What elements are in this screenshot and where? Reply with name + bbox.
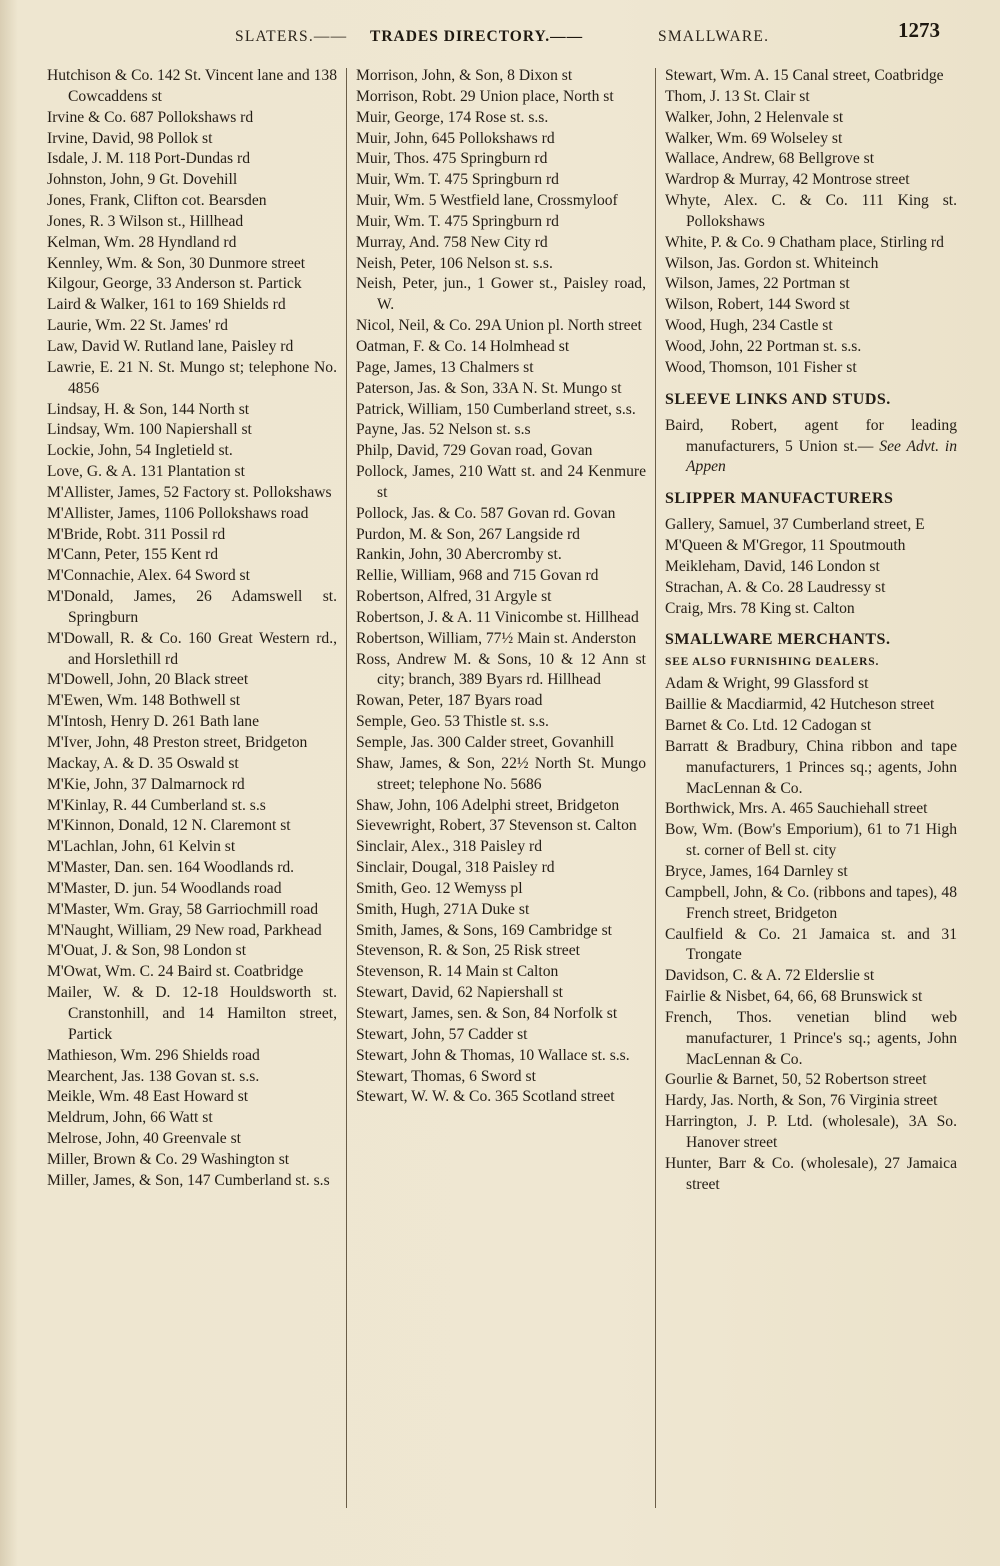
- list-item: M'Naught, William, 29 New road, Parkhead: [47, 921, 322, 939]
- list-item: Kilgour, George, 33 Anderson st. Partick: [47, 275, 302, 293]
- list-item: Bryce, James, 164 Darnley st: [665, 863, 848, 880]
- list-item: Melrose, John, 40 Greenvale st: [47, 1130, 242, 1148]
- entry-text: Baird, Robert, agent for leading manufacturers, 5 Union st.—: [665, 416, 957, 455]
- section-title-sleeve-links: SLEEVE LINKS AND STUDS.: [665, 390, 891, 408]
- list-item: Laurie, Wm. 22 St. James' rd: [47, 317, 228, 335]
- list-item: M'Lachlan, John, 61 Kelvin st: [47, 838, 236, 856]
- column-3: [665, 66, 957, 1196]
- page-number: 1273: [898, 18, 940, 42]
- slipper-list: [665, 515, 957, 619]
- list-item: Stewart, Thomas, 6 Sword st: [356, 1067, 536, 1085]
- list-item: Sievewright, Robert, 37 Stevenson st. Calton: [356, 817, 637, 835]
- list-item: Sinclair, Dougal, 318 Paisley rd: [356, 859, 555, 877]
- list-item: M'Cann, Peter, 155 Kent rd: [47, 546, 219, 564]
- list-item: Miller, James, & Son, 147 Cumberland st. s.s: [47, 1171, 330, 1189]
- list-item: Bow, Wm. (Bow's Emporium), 61 to 71 High st. corner of Bell st. city: [665, 821, 957, 860]
- list-item: Mailer, W. & D. 12-18 Houldsworth st. Cranstonhill, and 14 Hamilton street, Partick: [47, 984, 337, 1043]
- list-item: Wood, Thomson, 101 Fisher st: [665, 358, 857, 376]
- list-item: Love, G. & A. 131 Plantation st: [47, 463, 245, 481]
- list-item: Morrison, John, & Son, 8 Dixon st: [356, 67, 573, 84]
- list-item: Lindsay, H. & Son, 144 North st: [47, 400, 250, 418]
- list-item: M'Dowall, R. & Co. 160 Great Western rd., and Horslethill rd: [47, 629, 337, 668]
- list-item: M'Iver, John, 48 Preston street, Bridgeton: [47, 734, 308, 751]
- list-item: M'Kinnon, Donald, 12 N. Claremont st: [47, 817, 291, 835]
- list-item: Neish, Peter, 106 Nelson st. s.s.: [356, 254, 553, 272]
- page-header: [30, 18, 990, 54]
- list-item: Mackay, A. & D. 35 Oswald st: [47, 754, 239, 772]
- list-item: M'Queen & M'Gregor, 11 Spoutmouth: [665, 537, 906, 555]
- list-item: Wardrop & Murray, 42 Montrose street: [665, 171, 910, 189]
- list-item: Philp, David, 729 Govan road, Govan: [356, 442, 593, 460]
- list-item: Ross, Andrew M. & Sons, 10 & 12 Ann st city; branch, 389 Byars rd. Hillhead: [356, 650, 646, 689]
- list-item: Stewart, John, 57 Cadder st: [356, 1025, 528, 1043]
- list-item: M'Kinlay, R. 44 Cumberland st. s.s: [47, 796, 266, 814]
- list-item: Kennley, Wm. & Son, 30 Dunmore street: [47, 254, 306, 272]
- list-item: Fairlie & Nisbet, 64, 66, 68 Brunswick st: [665, 988, 923, 1006]
- list-item: M'Donald, James, 26 Adamswell st. Springburn: [47, 588, 337, 626]
- header-left-section: SLATERS.——: [235, 28, 348, 45]
- list-item: M'Ewen, Wm. 148 Bothwell st: [47, 692, 241, 710]
- list-item: Pollock, James, 210 Watt st. and 24 Kenmure st: [356, 463, 646, 501]
- list-item: M'Allister, James, 52 Factory st. Pollokshaws: [47, 483, 332, 501]
- list-item: Muir, George, 174 Rose st. s.s.: [356, 108, 549, 126]
- list-item: Stewart, James, sen. & Son, 84 Norfolk st: [356, 1004, 618, 1022]
- list-item: Jones, Frank, Clifton cot. Bearsden: [47, 192, 267, 210]
- list-item: Borthwick, Mrs. A. 465 Sauchiehall street: [665, 800, 928, 818]
- list-item: Robertson, Alfred, 31 Argyle st: [356, 588, 552, 606]
- list-item: Rowan, Peter, 187 Byars road: [356, 692, 543, 710]
- list-item: M'Master, Wm. Gray, 58 Garriochmill road: [47, 900, 319, 918]
- list-item: Isdale, J. M. 118 Port-Dundas rd: [47, 150, 250, 168]
- list-item: M'Master, Dan. sen. 164 Woodlands rd.: [47, 859, 295, 877]
- list-item: Meikle, Wm. 48 East Howard st: [47, 1088, 249, 1106]
- list-item: Meldrum, John, 66 Watt st: [47, 1109, 213, 1127]
- list-item: M'Bride, Robt. 311 Possil rd: [47, 525, 226, 543]
- list-item: Wallace, Andrew, 68 Bellgrove st: [665, 150, 875, 168]
- list-item: M'Ouat, J. & Son, 98 London st: [47, 942, 247, 960]
- list-item: Barratt & Bradbury, China ribbon and tape manufacturers, 1 Princes sq.; agents, John MacLennan & Co.: [665, 737, 957, 797]
- list-item: Paterson, Jas. & Son, 33A N. St. Mungo st: [356, 379, 622, 397]
- list-item: Smith, James, & Sons, 169 Cambridge st: [356, 921, 613, 939]
- list-item: Wilson, Robert, 144 Sword st: [665, 296, 850, 314]
- list-item: Page, James, 13 Chalmers st: [356, 358, 534, 376]
- list-item: Smith, Hugh, 271A Duke st: [356, 900, 530, 918]
- list-item: Pollock, Jas. & Co. 587 Govan rd. Govan: [356, 504, 616, 522]
- list-item: Hardy, Jas. North, & Son, 76 Virginia street: [665, 1092, 938, 1110]
- list-item: Semple, Geo. 53 Thistle st. s.s.: [356, 713, 549, 731]
- list-item: Murray, And. 758 New City rd: [356, 233, 548, 251]
- list-item: Craig, Mrs. 78 King st. Calton: [665, 599, 855, 617]
- smallware-list: [665, 674, 957, 1195]
- list-item: Smith, Geo. 12 Wemyss pl: [356, 879, 523, 897]
- list-item: Muir, Thos. 475 Springburn rd: [356, 150, 548, 168]
- list-item: Patrick, William, 150 Cumberland street, s.s.: [356, 400, 636, 418]
- list-item: Law, David W. Rutland lane, Paisley rd: [47, 337, 294, 355]
- header-title: TRADES DIRECTORY.——: [370, 28, 584, 45]
- list-item: Robertson, J. & A. 11 Vinicombe st. Hillhead: [356, 608, 639, 626]
- list-item: M'Master, D. jun. 54 Woodlands road: [47, 879, 282, 897]
- list-item: Gallery, Samuel, 37 Cumberland street, E: [665, 516, 925, 534]
- list-item: Morrison, Robt. 29 Union place, North st: [356, 87, 614, 105]
- list-item: [665, 416, 957, 479]
- section-title-smallware-merchants: SMALLWARE MERCHANTS.: [665, 631, 891, 649]
- list-item: Wood, Hugh, 234 Castle st: [665, 317, 833, 335]
- list-item: Mearchent, Jas. 138 Govan st. s.s.: [47, 1067, 260, 1085]
- list-item: Meikleham, David, 146 London st: [665, 557, 880, 575]
- list-item: Johnston, John, 9 Gt. Dovehill: [47, 171, 238, 189]
- list-item: Strachan, A. & Co. 28 Laudressy st: [665, 578, 886, 596]
- list-item: Thom, J. 13 St. Clair st: [665, 87, 810, 105]
- list-item: Walker, Wm. 69 Wolseley st: [665, 129, 843, 147]
- list-item: Neish, Peter, jun., 1 Gower st., Paisley road, W.: [356, 275, 646, 314]
- list-item: Walker, John, 2 Helenvale st: [665, 108, 844, 126]
- list-item: Whyte, Alex. C. & Co. 111 King st. Pollokshaws: [665, 192, 957, 230]
- header-right-section: SMALLWARE.: [658, 28, 770, 45]
- list-item: Kelman, Wm. 28 Hyndland rd: [47, 233, 237, 251]
- column-divider: [346, 68, 347, 1508]
- list-item: Stewart, John & Thomas, 10 Wallace st. s.s.: [356, 1046, 630, 1064]
- list-item: Wood, John, 22 Portman st. s.s.: [665, 337, 862, 355]
- list-item: Shaw, James, & Son, 22½ North St. Mungo street; telephone No. 5686: [356, 754, 646, 793]
- advert-reference: See Advt. in Appen: [686, 437, 957, 476]
- list-item: Nicol, Neil, & Co. 29A Union pl. North street: [356, 317, 642, 335]
- list-item: Lockie, John, 54 Ingletield st.: [47, 442, 233, 460]
- list-item: Stewart, Wm. A. 15 Canal street, Coatbridge: [665, 67, 944, 84]
- list-item: Payne, Jas. 52 Nelson st. s.s: [356, 421, 531, 439]
- list-item: Caulfield & Co. 21 Jamaica st. and 31 Trongate: [665, 925, 957, 964]
- list-item: Mathieson, Wm. 296 Shields road: [47, 1046, 260, 1064]
- section-title-slipper-manufacturers: SLIPPER MANUFACTURERS: [665, 490, 894, 508]
- list-item: Lindsay, Wm. 100 Napiershall st: [47, 421, 252, 439]
- list-item: Irvine, David, 98 Pollok st: [47, 129, 213, 147]
- list-item: Harrington, J. P. Ltd. (wholesale), 3A So. Hanover street: [665, 1113, 957, 1151]
- list-item: Stewart, David, 62 Napiershall st: [356, 984, 564, 1002]
- list-item: White, P. & Co. 9 Chatham place, Stirling rd: [665, 233, 944, 251]
- list-item: Jones, R. 3 Wilson st., Hillhead: [47, 212, 244, 230]
- list-item: Robertson, William, 77½ Main st. Anderston: [356, 629, 637, 647]
- list-item: Wilson, James, 22 Portman st: [665, 275, 850, 293]
- list-item: Semple, Jas. 300 Calder street, Govanhill: [356, 734, 615, 751]
- list-item: Muir, John, 645 Pollokshaws rd: [356, 129, 555, 147]
- list-item: Laird & Walker, 161 to 169 Shields rd: [47, 296, 286, 314]
- list-item: Muir, Wm. T. 475 Springburn rd: [356, 212, 559, 230]
- list-item: Rankin, John, 30 Abercromby st.: [356, 546, 562, 564]
- list-item: Oatman, F. & Co. 14 Holmhead st: [356, 337, 570, 355]
- list-item: M'Owat, Wm. C. 24 Baird st. Coatbridge: [47, 963, 304, 981]
- list-item: Gourlie & Barnet, 50, 52 Robertson street: [665, 1071, 927, 1089]
- list-item: Miller, Brown & Co. 29 Washington st: [47, 1150, 290, 1168]
- list-item: Muir, Wm. 5 Westfield lane, Crossmyloof: [356, 192, 618, 210]
- list-item: M'Allister, James, 1106 Pollokshaws road: [47, 504, 309, 522]
- list-item: Baillie & Macdiarmid, 42 Hutcheson street: [665, 696, 935, 714]
- list-item: M'Intosh, Henry D. 261 Bath lane: [47, 713, 259, 731]
- list-item: Barnet & Co. Ltd. 12 Cadogan st: [665, 717, 872, 735]
- list-item: Stewart, W. W. & Co. 365 Scotland street: [356, 1088, 615, 1106]
- list-item: Campbell, John, & Co. (ribbons and tapes), 48 French street, Bridgeton: [665, 883, 957, 922]
- list-item: Sinclair, Alex., 318 Paisley rd: [356, 838, 543, 856]
- slaters-continued-list: [665, 66, 957, 379]
- list-item: Rellie, William, 968 and 715 Govan rd: [356, 567, 599, 585]
- column-2: [356, 66, 646, 1108]
- list-item: Stevenson, R. & Son, 25 Risk street: [356, 942, 580, 960]
- list-item: Stevenson, R. 14 Main st Calton: [356, 963, 559, 981]
- list-item: Purdon, M. & Son, 267 Langside rd: [356, 525, 580, 543]
- column-1: [47, 66, 337, 1192]
- list-item: French, Thos. venetian blind web manufacturer, 1 Prince's sq.; agents, John MacLennan & Co.: [665, 1008, 957, 1068]
- list-item: Hunter, Barr & Co. (wholesale), 27 Jamaica street: [665, 1154, 957, 1193]
- list-item: Lawrie, E. 21 N. St. Mungo st; telephone No. 4856: [47, 358, 337, 397]
- list-item: M'Connachie, Alex. 64 Sword st: [47, 567, 250, 585]
- list-item: M'Dowell, John, 20 Black street: [47, 671, 249, 689]
- column-divider: [655, 68, 656, 1508]
- list-item: Adam & Wright, 99 Glassford st: [665, 675, 869, 693]
- list-item: Davidson, C. & A. 72 Elderslie st: [665, 967, 875, 985]
- list-item: Wilson, Jas. Gordon st. Whiteinch: [665, 254, 879, 272]
- list-item: M'Kie, John, 37 Dalmarnock rd: [47, 775, 245, 793]
- list-item: Shaw, John, 106 Adelphi street, Bridgeton: [356, 796, 620, 814]
- list-item: Irvine & Co. 687 Pollokshaws rd: [47, 108, 254, 126]
- list-item: Muir, Wm. T. 475 Springburn rd: [356, 171, 559, 189]
- list-item: Hutchison & Co. 142 St. Vincent lane and 138 Cowcaddens st: [47, 67, 337, 105]
- cross-reference-note: SEE ALSO FURNISHING DEALERS.: [665, 656, 880, 669]
